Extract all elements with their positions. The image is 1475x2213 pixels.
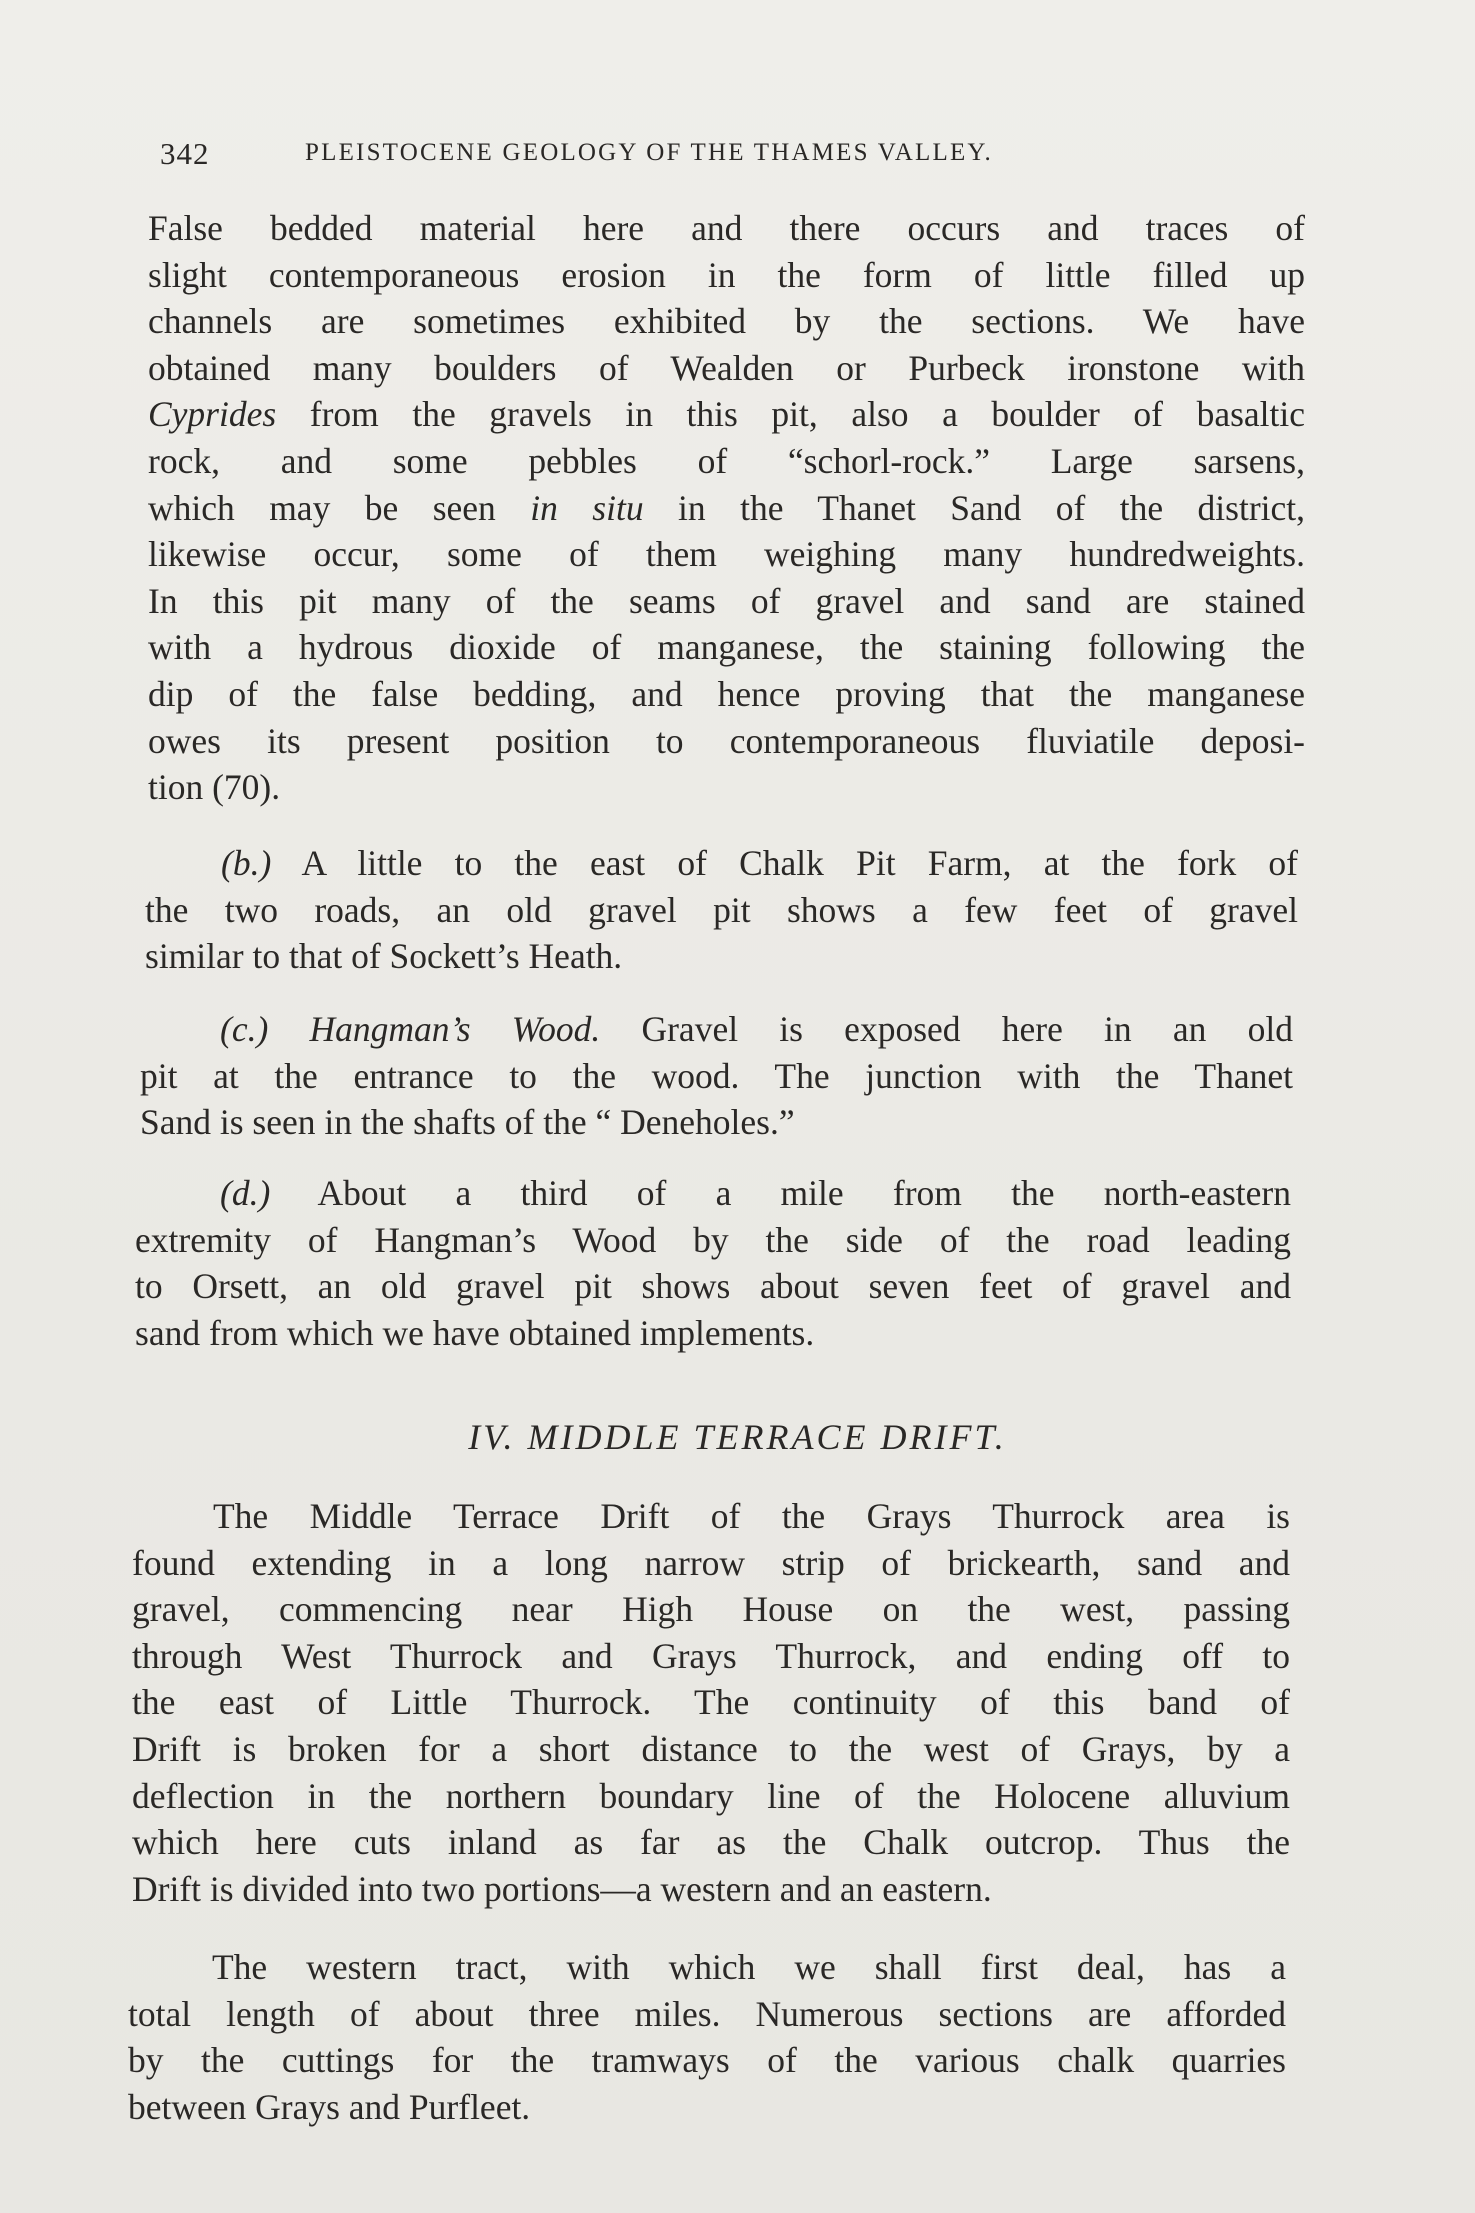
text-line: False bedded material here and there occurs and traces of: [148, 208, 1305, 248]
text-line: likewise occur, some of them weighing many hundredweights.: [148, 534, 1305, 575]
paragraph-b: [145, 840, 1298, 980]
text-line: slight contemporaneous erosion in the form of little filled up: [148, 254, 1305, 295]
page-header: [160, 136, 1320, 176]
text-line: In this pit many of the seams of gravel and sand are stained: [148, 580, 1305, 621]
text-line: deflection in the northern boundary line of the Holocene alluvium: [132, 1775, 1290, 1816]
text-line: obtained many boulders of Wealden or Purbeck ironstone with: [148, 347, 1305, 388]
item-label: (c.) Hangman’s Wood.: [220, 1009, 601, 1049]
text-line: extremity of Hangman’s Wood by the side of the road leading: [135, 1219, 1291, 1260]
text-line: channels are sometimes exhibited by the sections. We have: [148, 301, 1305, 342]
running-head: PLEISTOCENE GEOLOGY OF THE THAMES VALLEY.: [305, 139, 993, 166]
text-line: total length of about three miles. Numerous sections are afforded: [128, 1993, 1286, 2034]
text-line: found extending in a long narrow strip of brickearth, sand and: [132, 1542, 1290, 1583]
paragraph-d: [135, 1170, 1291, 1356]
italic-term: in situ: [530, 487, 644, 528]
text-line: owes its present position to contemporaneous fluviatile deposi-: [148, 720, 1305, 761]
text-line: [135, 1170, 1291, 1217]
text-line: between Grays and Purfleet.: [128, 2086, 531, 2127]
text-line: dip of the false bedding, and hence proving that the manganese: [148, 673, 1305, 714]
text-span: Gravel is exposed here in an old: [600, 1009, 1293, 1049]
item-label: (b.): [221, 843, 272, 883]
text-line: rock, and some pebbles of “schorl-rock.” Large sarsens,: [148, 440, 1305, 481]
text-line: with a hydrous dioxide of manganese, the staining following the: [148, 627, 1305, 668]
text-line: through West Thurrock and Grays Thurrock, and ending off to: [132, 1635, 1290, 1676]
text-line: the east of Little Thurrock. The continuity of this band of: [132, 1682, 1290, 1723]
text-span: About a third of a mile from the north-eastern: [270, 1173, 1291, 1213]
page-number: 342: [160, 136, 210, 171]
text-line: [148, 485, 1305, 532]
text-line: sand from which we have obtained implements.: [135, 1312, 815, 1353]
text-line: to Orsett, an old gravel pit shows about seven feet of gravel and: [135, 1266, 1291, 1307]
text-span: which may be seen: [148, 487, 531, 528]
text-line: Drift is broken for a short distance to the west of Grays, by a: [132, 1728, 1290, 1769]
text-line: Sand is seen in the shafts of the “ Deneholes.”: [140, 1102, 795, 1143]
paragraph-c: [140, 1006, 1293, 1146]
paragraph-western-tract: [128, 1944, 1286, 2130]
text-span: A little to the east of Chalk Pit Farm, at the fork of: [271, 843, 1298, 883]
paragraph-false-bedded: [148, 205, 1305, 811]
text-line: tion (70).: [148, 767, 281, 808]
paragraph-middle-terrace: [132, 1493, 1290, 1912]
text-line: [148, 391, 1305, 438]
text-line: The western tract, with which we shall first deal, has a: [212, 1947, 1286, 1987]
text-line: [145, 840, 1298, 887]
text-span: in the Thanet Sand of the district,: [643, 487, 1305, 528]
text-span: from the gravels in this pit, also a boulder of basaltic: [276, 394, 1305, 435]
text-line: Drift is divided into two portions—a western and an eastern.: [132, 1868, 992, 1909]
text-line: which here cuts inland as far as the Chalk outcrop. Thus the: [132, 1822, 1290, 1863]
italic-term: Cyprides: [148, 394, 277, 435]
section-heading: IV. MIDDLE TERRACE DRIFT.: [468, 1417, 1007, 1457]
text-line: pit at the entrance to the wood. The junction with the Thanet: [140, 1055, 1293, 1096]
text-line: similar to that of Sockett’s Heath.: [145, 936, 623, 977]
text-line: [140, 1006, 1293, 1053]
text-line: the two roads, an old gravel pit shows a few feet of gravel: [145, 889, 1298, 930]
text-line: The Middle Terrace Drift of the Grays Thurrock area is: [213, 1496, 1290, 1536]
item-label: (d.): [220, 1173, 271, 1213]
text-line: gravel, commencing near High House on the west, passing: [132, 1589, 1290, 1630]
text-line: by the cuttings for the tramways of the various chalk quarries: [128, 2040, 1286, 2081]
